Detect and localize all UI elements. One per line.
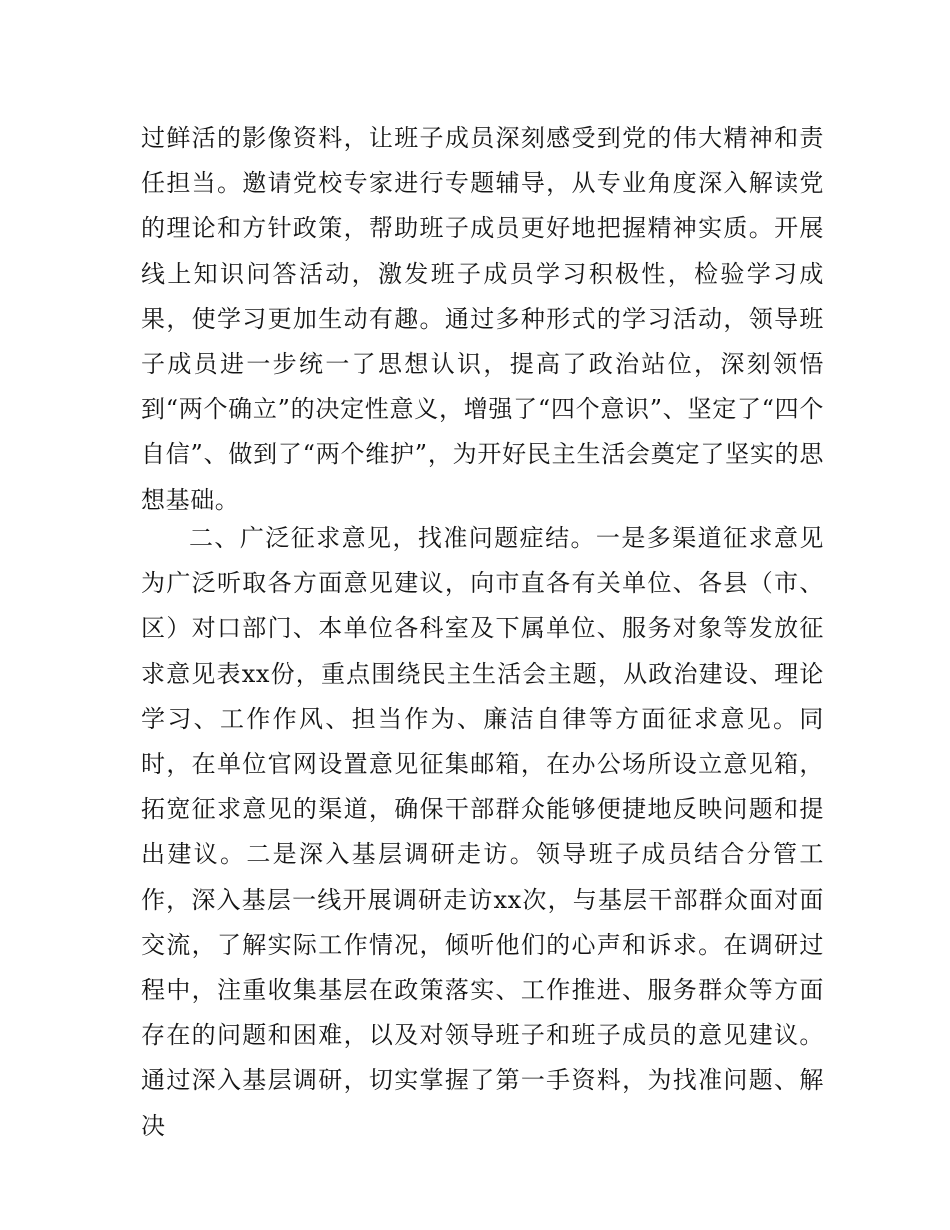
paragraph-section-two: 二、广泛征求意见，找准问题症结。一是多渠道征求意见为广泛听取各方面意见建议，向市直各有关单位、各县（市、区）对口部门、本单位各科室及下属单位、服务对象等发放征求意见表xx份，重点围绕民主生活会主题，从政治建设、理论学习、工作作风、担当作为、廉洁自律等方面征求意见。同时，在单位官网设置意见征集邮箱，在办公场所设立意见箱，拓宽征求意见的渠道，确保干部群众能够便捷地反映问题和提出建议。二是深入基层调研走访。领导班子成员结合分管工作，深入基层一线开展调研走访xx次，与基层干部群众面对面交流，了解实际工作情况，倾听他们的心声和诉求。在调研过程中，注重收集基层在政策落实、工作推进、服务群众等方面存在的问题和困难，以及对领导班子和班子成员的意见建议。通过深入基层调研，切实掌握了第一手资料，为找准问题、解决	[141, 524, 824, 1140]
text-block-continuation	[141, 116, 824, 523]
paragraph-continuation: 过鲜活的影像资料，让班子成员深刻感受到党的伟大精神和责任担当。邀请党校专家进行专题辅导，从专业角度深入解读党的理论和方针政策，帮助班子成员更好地把握精神实质。开展线上知识问答活动，激发班子成员学习积极性，检验学习成果，使学习更加生动有趣。通过多种形式的学习活动，领导班子成员进一步统一了思想认识，提高了政治站位，深刻领悟到“两个确立”的决定性意义，增强了“四个意识”、坚定了“四个自信”、做到了“两个维护”，为开好民主生活会奠定了坚实的思想基础。	[141, 124, 824, 514]
text-block-section-two	[141, 516, 824, 1149]
